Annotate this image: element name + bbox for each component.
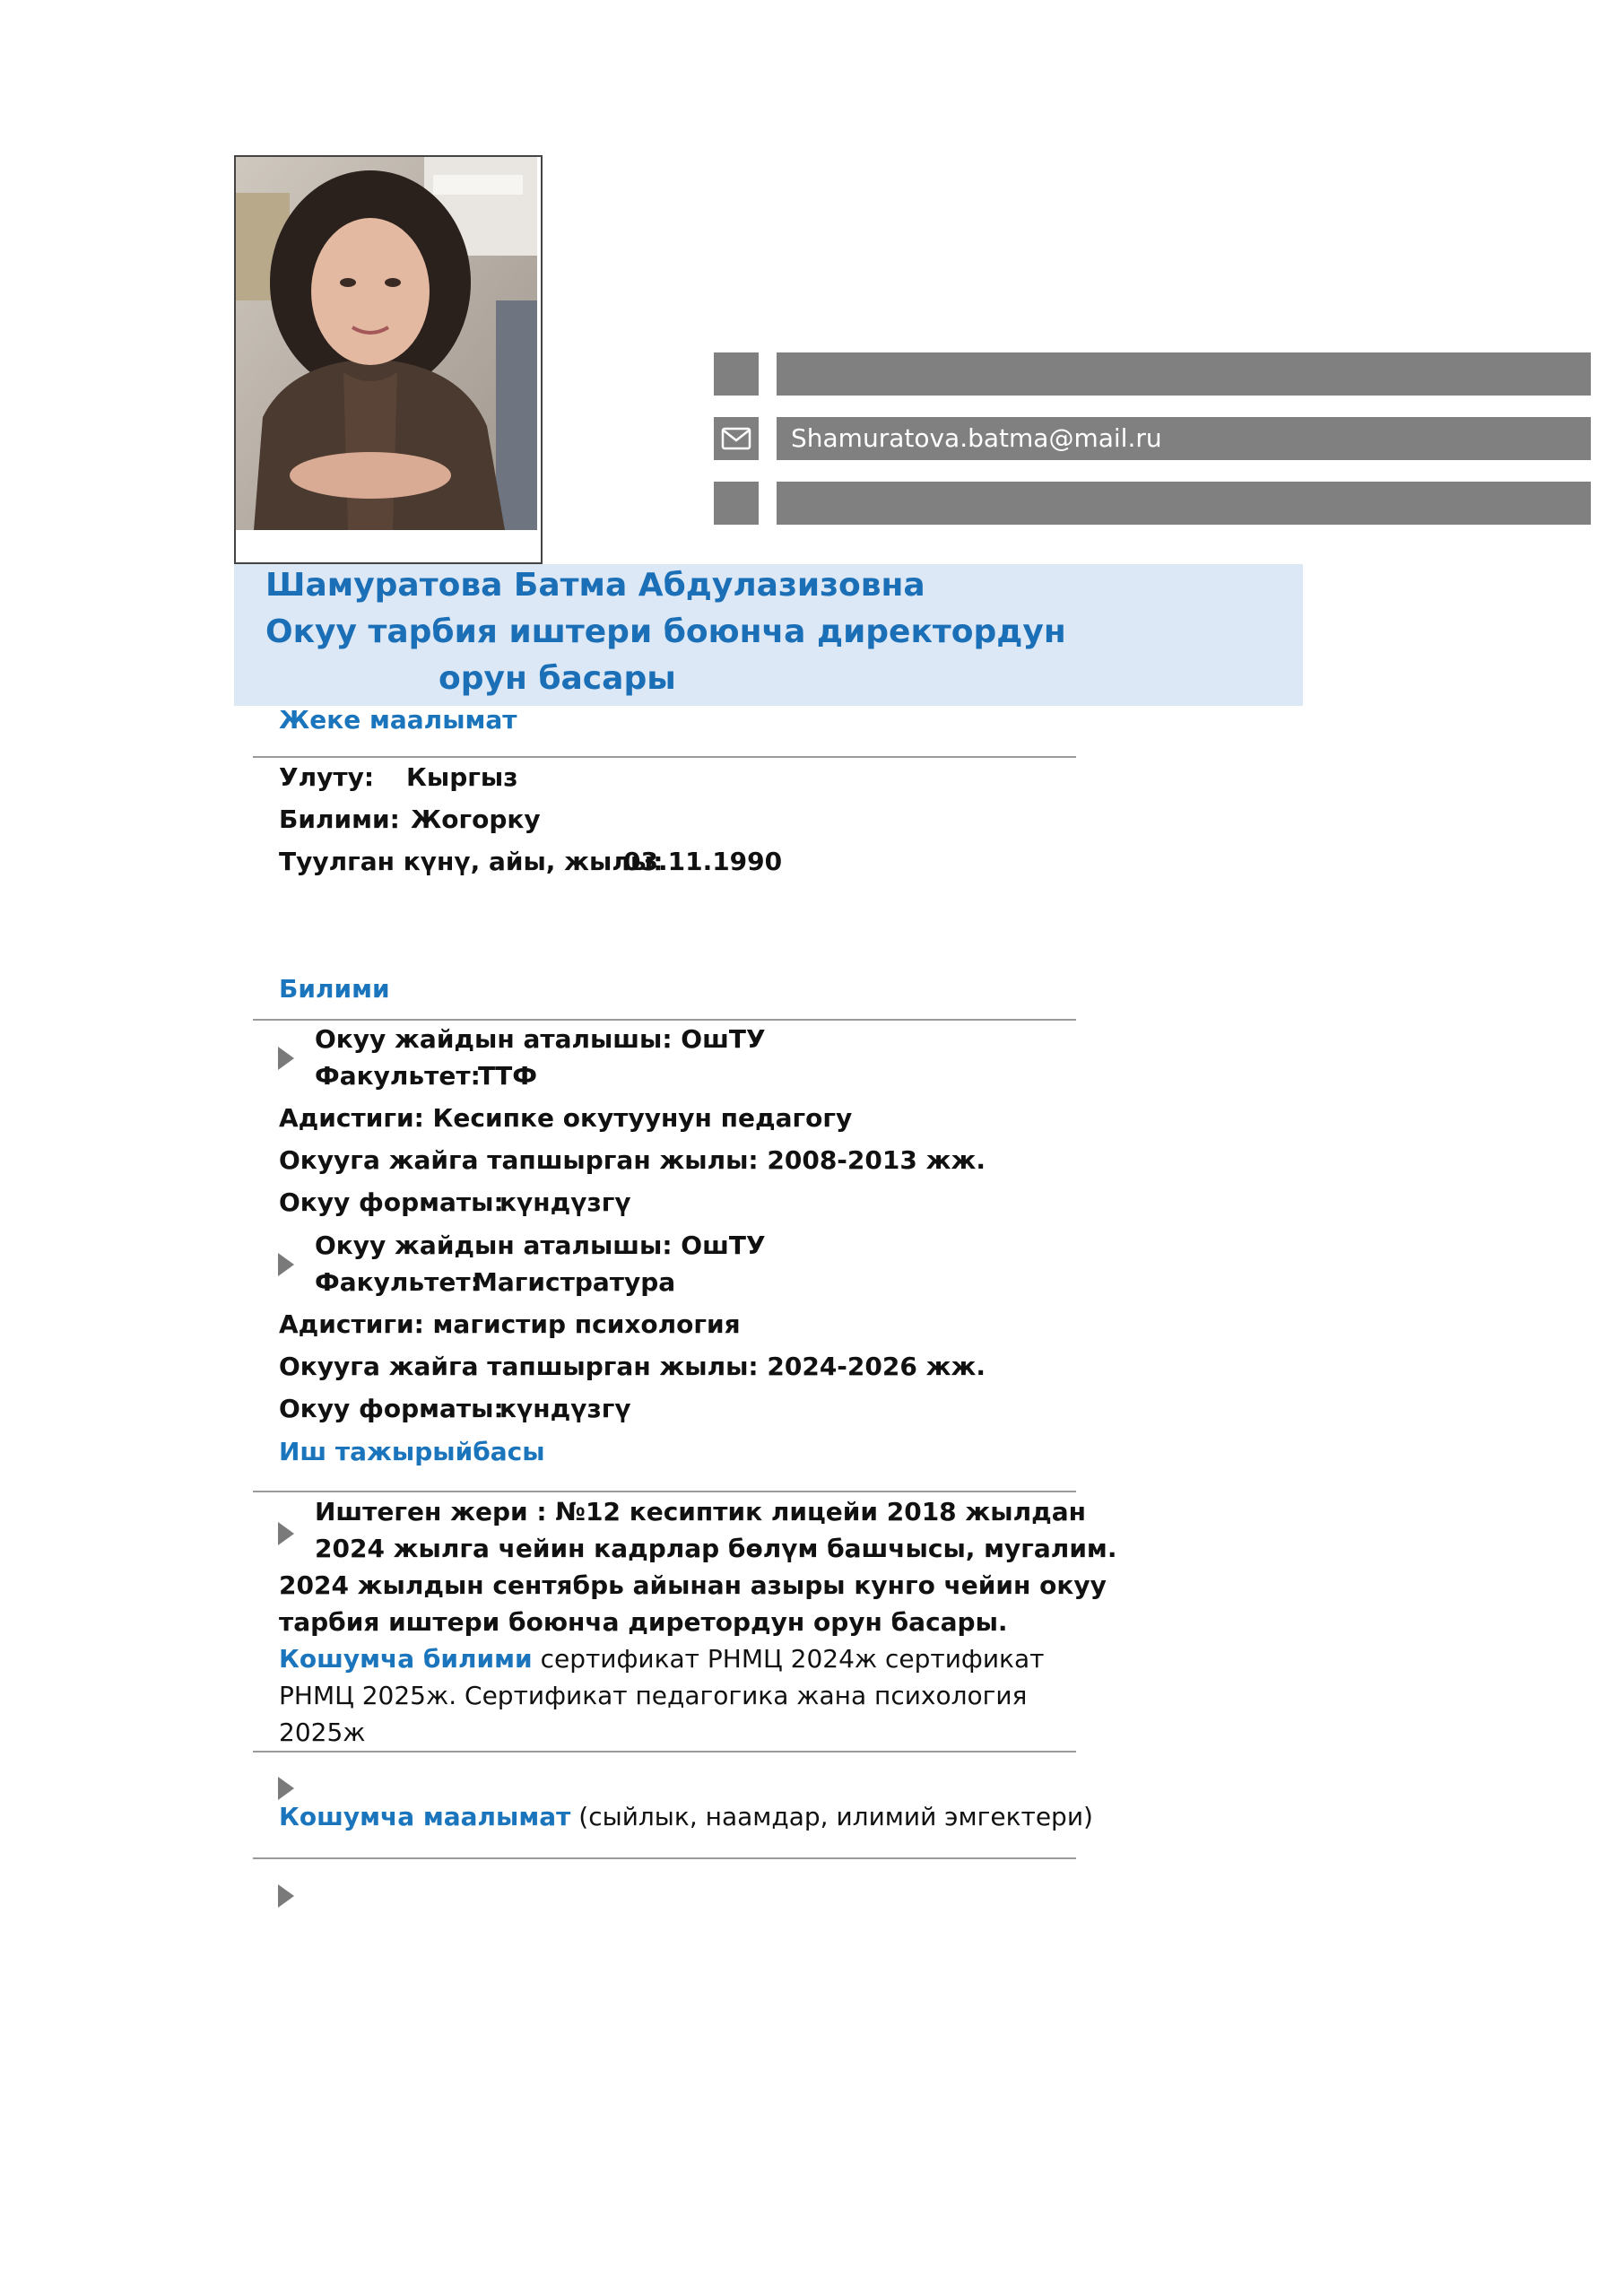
additional-info-line: [279, 1802, 1093, 1831]
full-name: Шамуратова Батма Абдулазизовна: [265, 567, 925, 604]
bullet-triangle-icon: [278, 1777, 294, 1800]
faculty-1-value: ТТФ: [478, 1061, 537, 1091]
position-line-2: орун басары: [439, 660, 676, 697]
additional-education-line-3: 2025ж: [279, 1718, 366, 1747]
birth-value: 03.11.1990: [623, 847, 783, 876]
personal-heading: Жеке маалымат: [279, 705, 517, 735]
bullet-triangle-icon: [278, 1253, 294, 1276]
bullet-triangle-icon: [278, 1884, 294, 1908]
format-2-label: Окуу форматы:: [279, 1394, 504, 1423]
additional-info-note: (сыйлык, наамдар, илимий эмгектери): [570, 1802, 1093, 1831]
position-line-1: Окуу тарбия иштери боюнча директордун: [265, 613, 1066, 650]
bullet-triangle-icon: [278, 1522, 294, 1545]
education-heading: Билими: [279, 974, 390, 1004]
format-2-value: күндүзгү: [499, 1394, 631, 1423]
institution-1: Окуу жайдын аталышы: ОшТУ: [315, 1024, 766, 1054]
nationality-value: Кыргыз: [406, 762, 518, 792]
divider: [253, 1019, 1076, 1021]
work-line-4: тарбия иштери боюнча диретордун орун басары.: [279, 1607, 1008, 1637]
work-heading: Иш тажырыйбасы: [279, 1437, 545, 1466]
email-text[interactable]: Shamuratova.batma@mail.ru: [791, 423, 1162, 453]
address-bar: [777, 482, 1591, 525]
work-line-2: 2024 жылга чейин кадрлар бөлүм башчысы, мугалим.: [315, 1534, 1117, 1563]
nationality-label: Улуту:: [279, 762, 375, 792]
faculty-2-label: Факультет:: [315, 1267, 481, 1297]
education-level-value: Жогорку: [411, 804, 541, 834]
additional-education-text-1: сертификат РНМЦ 2024ж сертификат: [532, 1644, 1045, 1674]
envelope-icon: [714, 417, 759, 460]
additional-education-line-1: [279, 1644, 1044, 1674]
faculty-1-label: Факультет:: [315, 1061, 481, 1091]
divider: [253, 1751, 1076, 1752]
work-line-3: 2024 жылдын сентябрь айынан азыры кунго чейин окуу: [279, 1570, 1107, 1600]
divider: [253, 1857, 1076, 1859]
work-line-1: Иштеген жери : №12 кесиптик лицейи 2018 жылдан: [315, 1497, 1086, 1526]
profile-photo: [236, 157, 537, 530]
additional-education-line-2: РНМЦ 2025ж. Сертификат педагогика жана психология: [279, 1681, 1028, 1710]
education-level-label: Билими:: [279, 804, 400, 834]
format-1-label: Окуу форматы:: [279, 1187, 504, 1217]
faculty-2-value: Магистратура: [473, 1267, 676, 1297]
years-2: Окууга жайга тапшырган жылы: 2024-2026 жж.: [279, 1352, 986, 1381]
birth-label: Туулган күнү, айы, жылы:: [279, 847, 664, 876]
phone-bar: [777, 352, 1591, 396]
institution-2: Окуу жайдын аталышы: ОшТУ: [315, 1231, 766, 1260]
bullet-triangle-icon: [278, 1047, 294, 1070]
years-1: Окууга жайга тапшырган жылы: 2008-2013 жж.: [279, 1145, 986, 1175]
format-1-value: күндүзгү: [499, 1187, 631, 1217]
divider: [253, 1491, 1076, 1492]
specialty-1: Адистиги: Кесипке окутуунун педагогу: [279, 1103, 853, 1133]
address-icon-box: [714, 482, 759, 525]
additional-info-heading: Кошумча маалымат: [279, 1802, 571, 1831]
specialty-2: Адистиги: магистир психология: [279, 1309, 741, 1339]
email-bar[interactable]: [777, 417, 1591, 460]
phone-icon-box: [714, 352, 759, 396]
divider: [253, 756, 1076, 758]
additional-education-heading: Кошумча билими: [279, 1644, 533, 1674]
email-icon-box: [714, 417, 759, 460]
